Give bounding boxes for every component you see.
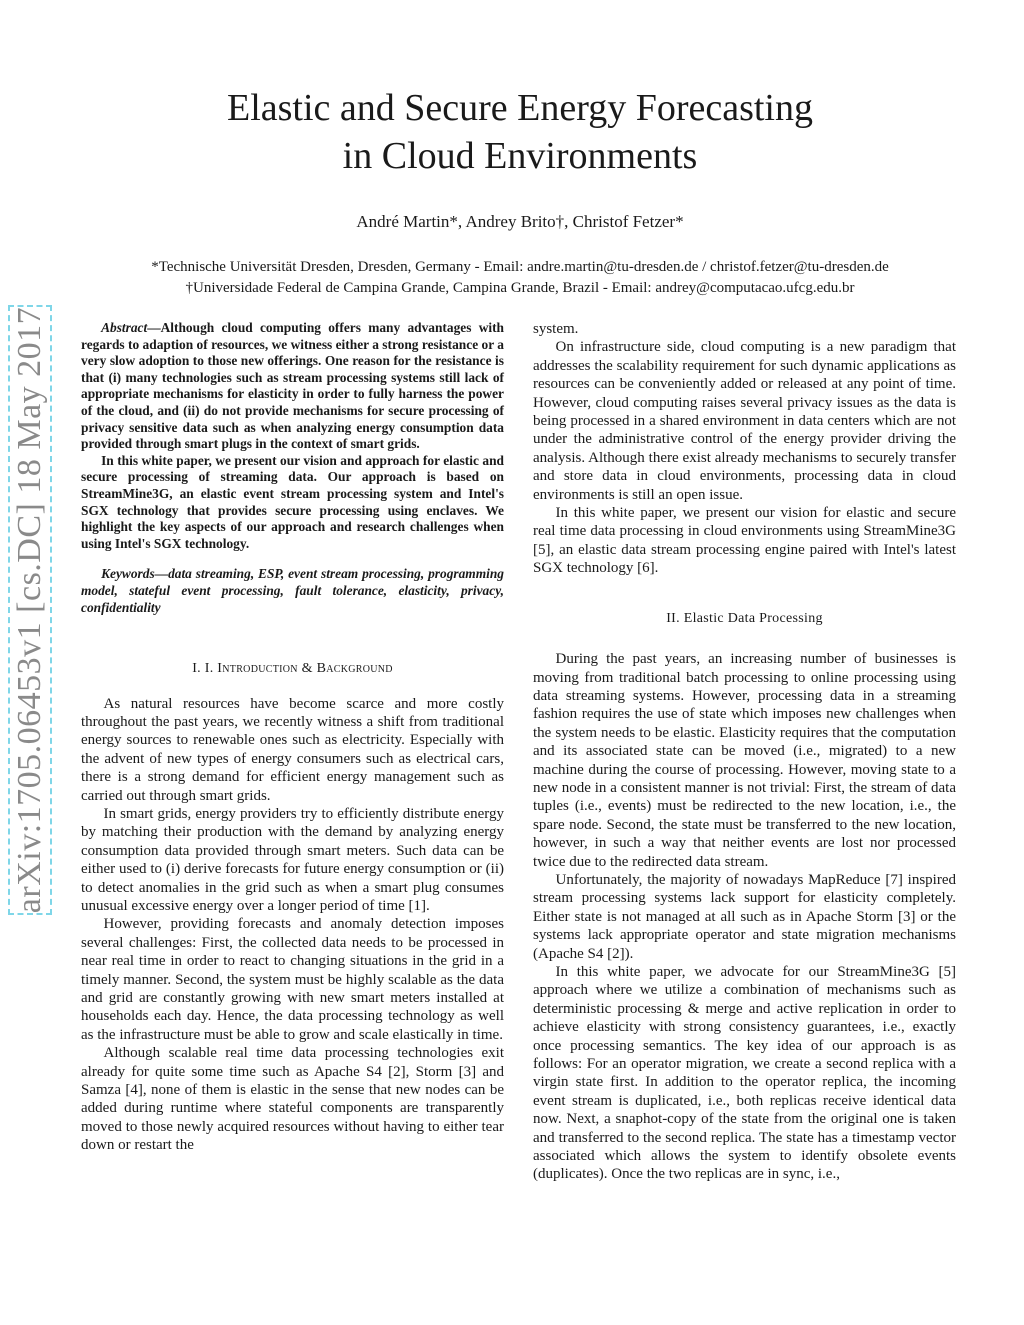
section-1-p1: As natural resources have become scarce and more costly throughout the past years, we recently witness a shift from traditional energy sources to renewable ones such as electricity. Especially with the advent of new types of energy consumers such as electrical cars, there is a strong demand for efficient energy management such as carried out through smart grids.	[81, 695, 504, 804]
section-1-heading: I. I. Introduction & Background	[192, 661, 393, 677]
section-2-heading: II. Elastic Data Processing	[666, 610, 823, 626]
left-column	[81, 320, 504, 1155]
affiliation-1: *Technische Universität Dresden, Dresden, Germany - Email: andre.martin@tu-dresden.de / christof.fetzer@tu-dresden.de	[151, 259, 889, 275]
abstract	[81, 320, 504, 616]
right-column	[533, 320, 956, 1184]
section-1-p2: In smart grids, energy providers try to efficiently distribute energy by matching their production with the demand by analyzing energy consumption data provided through smart meters. Such data can be either used to (i) derive forecasts for future energy consumption or (ii) to detect anomalies in the grid such as when a smart plug consumes unusual excessive energy over a longer period of time [1].	[81, 805, 504, 914]
abstract-p2: In this white paper, we present our vision and approach for elastic and secure processing of streaming data. Our approach is based on StreamMine3G, an elastic event stream processing system and Intel's SGX technology that provides secure processing using enclaves. We highlight the key aspects of our approach and research challenges when using Intel's SGX technology.	[81, 452, 504, 551]
section-1-p3: However, providing forecasts and anomaly detection imposes several challenges: First, the collected data needs to be processed in near real time in order to react to changing situations in the grid in a timely manner. Second, the system must be highly scalable as the data and grid are constantly growing with new smart meters installed at households each day. Hence, the data processing technology as well as the infrastructure must be able to grow and scale elastically in time.	[81, 916, 504, 1043]
section-1-p6: On infrastructure side, cloud computing is a new paradigm that addresses the scalability requirement for such dynamic applications as resources can be conveniently added or released at any point of time. However, cloud computing raises several privacy issues as the data is being processed in a shared environment in data centers which are not under the administrative control of the energy provider driving the analysis. Although there exist already mechanisms to securely transfer and store data in cloud environments, processing data in cloud environments is still an open issue.	[533, 339, 956, 503]
abstract-label: Abstract	[101, 320, 148, 335]
section-1-p5: system.	[533, 321, 579, 337]
section-1-heading-text: I. Introduction & Background	[204, 661, 393, 677]
authors: André Martin*, Andrey Brito†, Christof Fetzer*	[356, 212, 684, 231]
section-2-p3: In this white paper, we advocate for our StreamMine3G [5] approach where we utilize a combination of mechanisms such as deterministic processing & merge and active replication in order to achieve elasticity with strong consistency guarantees, i.e., exactly once processing semantics. The key idea of our approach is as follows: For an operator migration, we create a second replica with a virgin state first. In addition to the operator replica, the incoming event stream is duplicated, i.e., both replicas receive identical data now. Next, a snaphot-copy of the state from the original one is taken and transferred to the second replica. The state has a timestamp vector associated which allows the system to identify obsolete events (duplicates). Once the two replicas are in sync, i.e.,	[533, 964, 956, 1183]
title-line-1: Elastic and Secure Energy Forecasting	[227, 87, 813, 129]
abstract-p1: —Although cloud computing offers many advantages with regards to adaption of resources, we witness either a strong resistance or a very slow adoption to those new offerings. One reason for the resistance is that (i) many technologies such as stream processing systems still lack of appropriate mechanisms for elasticity in order to fully harness the power of the cloud, and (ii) do not provide mechanisms for secure processing of privacy sensitive data such as when analyzing energy consumption data provided through smart plugs in the context of smart grids.	[81, 320, 504, 452]
section-2-p2: Unfortunately, the majority of nowadays MapReduce [7] inspired stream processing systems lack support for elasticity completely. Either state is not managed at all such as in Apache Storm [3] or the systems lack appropriate operator and state migration mechanisms (Apache S4 [2]).	[533, 871, 956, 962]
section-1-p4: Although scalable real time data processing technologies exit already for quite some time such as Apache S4 [2], Storm [3] and Samza [4], none of them is elastic in the sense that new nodes can be added during runtime where stateful components are transparently moved to those newly acquired resources without having to either tear down or restart the	[81, 1045, 504, 1154]
arxiv-id: arXiv:1705.06453v1 [cs.DC] 18 May 2017	[11, 306, 48, 914]
affiliation-2: †Universidade Federal de Campina Grande, Campina Grande, Brazil - Email: andrey@computacao.ufcg.edu.br	[185, 280, 855, 296]
section-2-p1: During the past years, an increasing number of businesses is moving from traditional batch processing to online processing using data streaming systems. However, processing data in a streaming fashion requires the use of state which imposes new challenges when the system needs to be elastic. Elasticity requires that the computation and its associated state can be moved (i.e., migrated) to a new machine during the course of processing. However, moving state to a new node in a consistent manner is not trivial: First, the stream of data tuples (i.e., events) must be redirected to the new location, i.e., the spare node. Second, the state must be transferred to the new location, however, in such a way that neither events are lost nor processed twice due to the redirected data stream.	[533, 651, 956, 870]
keywords-text: —data streaming, ESP, event stream processing, programming model, stateful event processing, fault tolerance, elasticity, privacy, confidentiality	[81, 566, 504, 615]
paper-title	[120, 84, 920, 180]
keywords-label: Keywords	[101, 566, 155, 582]
keywords	[81, 566, 504, 616]
title-line-2: in Cloud Environments	[342, 135, 698, 177]
section-1-p7: In this white paper, we present our vision for elastic and secure real time data processing in cloud environments using StreamMine3G [5], an elastic data stream processing engine paired with Intel's latest SGX technology [6].	[533, 505, 956, 577]
arxiv-stamp	[8, 305, 52, 915]
